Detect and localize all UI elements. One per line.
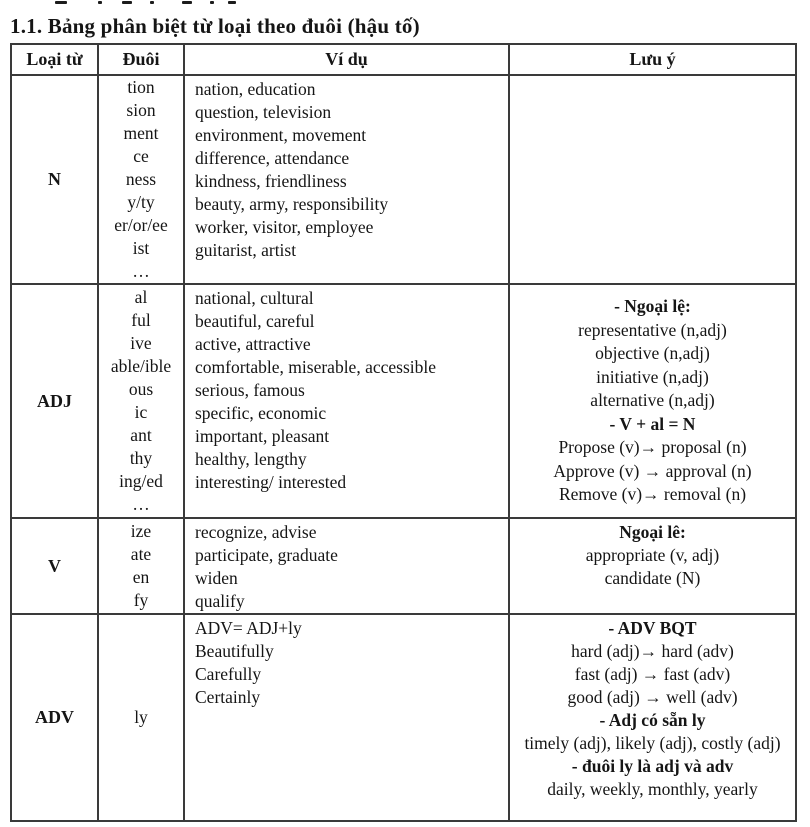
- suffix-item: ize: [130, 521, 152, 541]
- suffix-item: ous: [128, 379, 154, 399]
- suffix-cell: [98, 518, 184, 614]
- example-item: qualify: [195, 591, 245, 611]
- suffix-item: ful: [131, 310, 151, 330]
- suffix-item: ant: [130, 425, 152, 445]
- note-item: initiative (n,adj): [596, 366, 709, 387]
- suffix-item: ic: [134, 402, 148, 422]
- example-item: question, television: [195, 102, 332, 122]
- suffix-item: …: [132, 494, 150, 514]
- example-item: participate, graduate: [195, 545, 338, 565]
- example-item: interesting/ interested: [195, 472, 347, 492]
- suffix-item: ness: [125, 169, 157, 189]
- note-item: fast (adj) → fast (adv): [574, 664, 731, 684]
- suffix-item: thy: [129, 448, 153, 468]
- word-type-table: [10, 43, 797, 822]
- example-item: ADV= ADJ+ly: [195, 618, 302, 638]
- header-note: Lưu ý: [509, 44, 796, 75]
- note-item: - ADV BQT: [608, 618, 697, 638]
- example-item: healthy, lengthy: [195, 449, 307, 469]
- note-item: Approve (v) → approval (n): [553, 460, 752, 481]
- example-item: widen: [195, 568, 238, 588]
- example-item: beautiful, careful: [195, 311, 315, 331]
- note-item: - đuôi ly là adj và adv: [571, 756, 734, 776]
- suffix-item: able/ible: [110, 356, 172, 376]
- note-item: Remove (v)→ removal (n): [558, 484, 747, 504]
- examples-cell: [184, 614, 509, 821]
- suffix-cell: [98, 284, 184, 518]
- example-item: comfortable, miserable, accessible: [195, 357, 437, 377]
- example-item: serious, famous: [195, 380, 305, 400]
- note-item: hard (adj)→ hard (adv): [571, 641, 734, 661]
- example-item: difference, attendance: [195, 148, 350, 168]
- note-item: representative (n,adj): [578, 319, 727, 340]
- table-row: [11, 518, 796, 614]
- note-item: timely (adj), likely (adj), costly (adj): [524, 733, 781, 753]
- example-item: active, attractive: [195, 334, 311, 354]
- example-item: worker, visitor, employee: [195, 217, 374, 237]
- examples-cell: [184, 518, 509, 614]
- example-item: Certainly: [195, 687, 261, 707]
- examples-cell: [184, 75, 509, 284]
- header-example: Ví dụ: [184, 44, 509, 75]
- example-item: environment, movement: [195, 125, 367, 145]
- notes-cell: [509, 518, 796, 614]
- suffix-item: ment: [123, 123, 159, 143]
- page-title: 1.1. Bảng phân biệt từ loại theo đuôi (hậu tố): [10, 14, 420, 38]
- header-word-type: Loại từ: [11, 44, 98, 75]
- example-item: kindness, friendliness: [195, 171, 347, 191]
- suffix-item: sion: [126, 100, 156, 120]
- suffix-cell: [98, 75, 184, 284]
- table-row: [11, 614, 796, 821]
- note-item: alternative (n,adj): [590, 390, 715, 410]
- note-item: - V + al = N: [609, 413, 696, 434]
- table-row: [11, 284, 796, 518]
- suffix-item: tion: [127, 77, 155, 97]
- header-row: [11, 44, 796, 75]
- word-type-cell: ADJ: [11, 284, 98, 518]
- suffix-item: y/ty: [127, 192, 155, 212]
- suffix-item: ist: [132, 238, 150, 258]
- suffix-item: ate: [130, 544, 152, 564]
- example-item: nation, education: [195, 79, 316, 99]
- suffix-item: …: [132, 261, 150, 281]
- word-type-cell: N: [11, 75, 98, 284]
- word-type-cell: V: [11, 518, 98, 614]
- suffix-item: fy: [133, 590, 149, 610]
- example-item: national, cultural: [195, 288, 314, 308]
- example-item: important, pleasant: [195, 426, 330, 446]
- suffix-item: ive: [130, 333, 152, 353]
- note-item: good (adj) → well (adv): [567, 687, 738, 707]
- suffix-item: ly: [134, 707, 148, 727]
- note-item: - Ngoại lệ:: [614, 296, 691, 316]
- suffix-item: ing/ed: [119, 471, 163, 491]
- notes-cell: [509, 284, 796, 518]
- suffix-item: ce: [133, 146, 149, 166]
- suffix-cell: [98, 614, 184, 821]
- note-item: daily, weekly, monthly, yearly: [547, 779, 758, 799]
- example-item: specific, economic: [195, 403, 327, 423]
- note-item: Ngoại lê:: [619, 522, 686, 542]
- example-item: beauty, army, responsibility: [195, 194, 389, 214]
- suffix-item: al: [134, 287, 148, 307]
- example-item: Carefully: [195, 664, 262, 684]
- note-item: appropriate (v, adj): [585, 545, 720, 565]
- note-item: Propose (v)→ proposal (n): [558, 437, 747, 457]
- notes-cell: [509, 75, 796, 284]
- note-item: - Adj có sẵn ly: [599, 710, 706, 730]
- example-item: guitarist, artist: [195, 240, 297, 260]
- table-body: [11, 75, 796, 821]
- example-item: Beautifully: [195, 641, 274, 661]
- notes-cell: [509, 614, 796, 821]
- note-item: candidate (N): [604, 568, 701, 588]
- examples-cell: [184, 284, 509, 518]
- suffix-item: en: [132, 567, 150, 587]
- table-row: [11, 75, 796, 284]
- cropped-text-remnant: [10, 0, 810, 7]
- header-suffix: Đuôi: [98, 44, 184, 75]
- word-type-cell: ADV: [11, 614, 98, 821]
- note-item: objective (n,adj): [595, 343, 710, 363]
- example-item: recognize, advise: [195, 522, 317, 542]
- suffix-item: er/or/ee: [114, 215, 168, 235]
